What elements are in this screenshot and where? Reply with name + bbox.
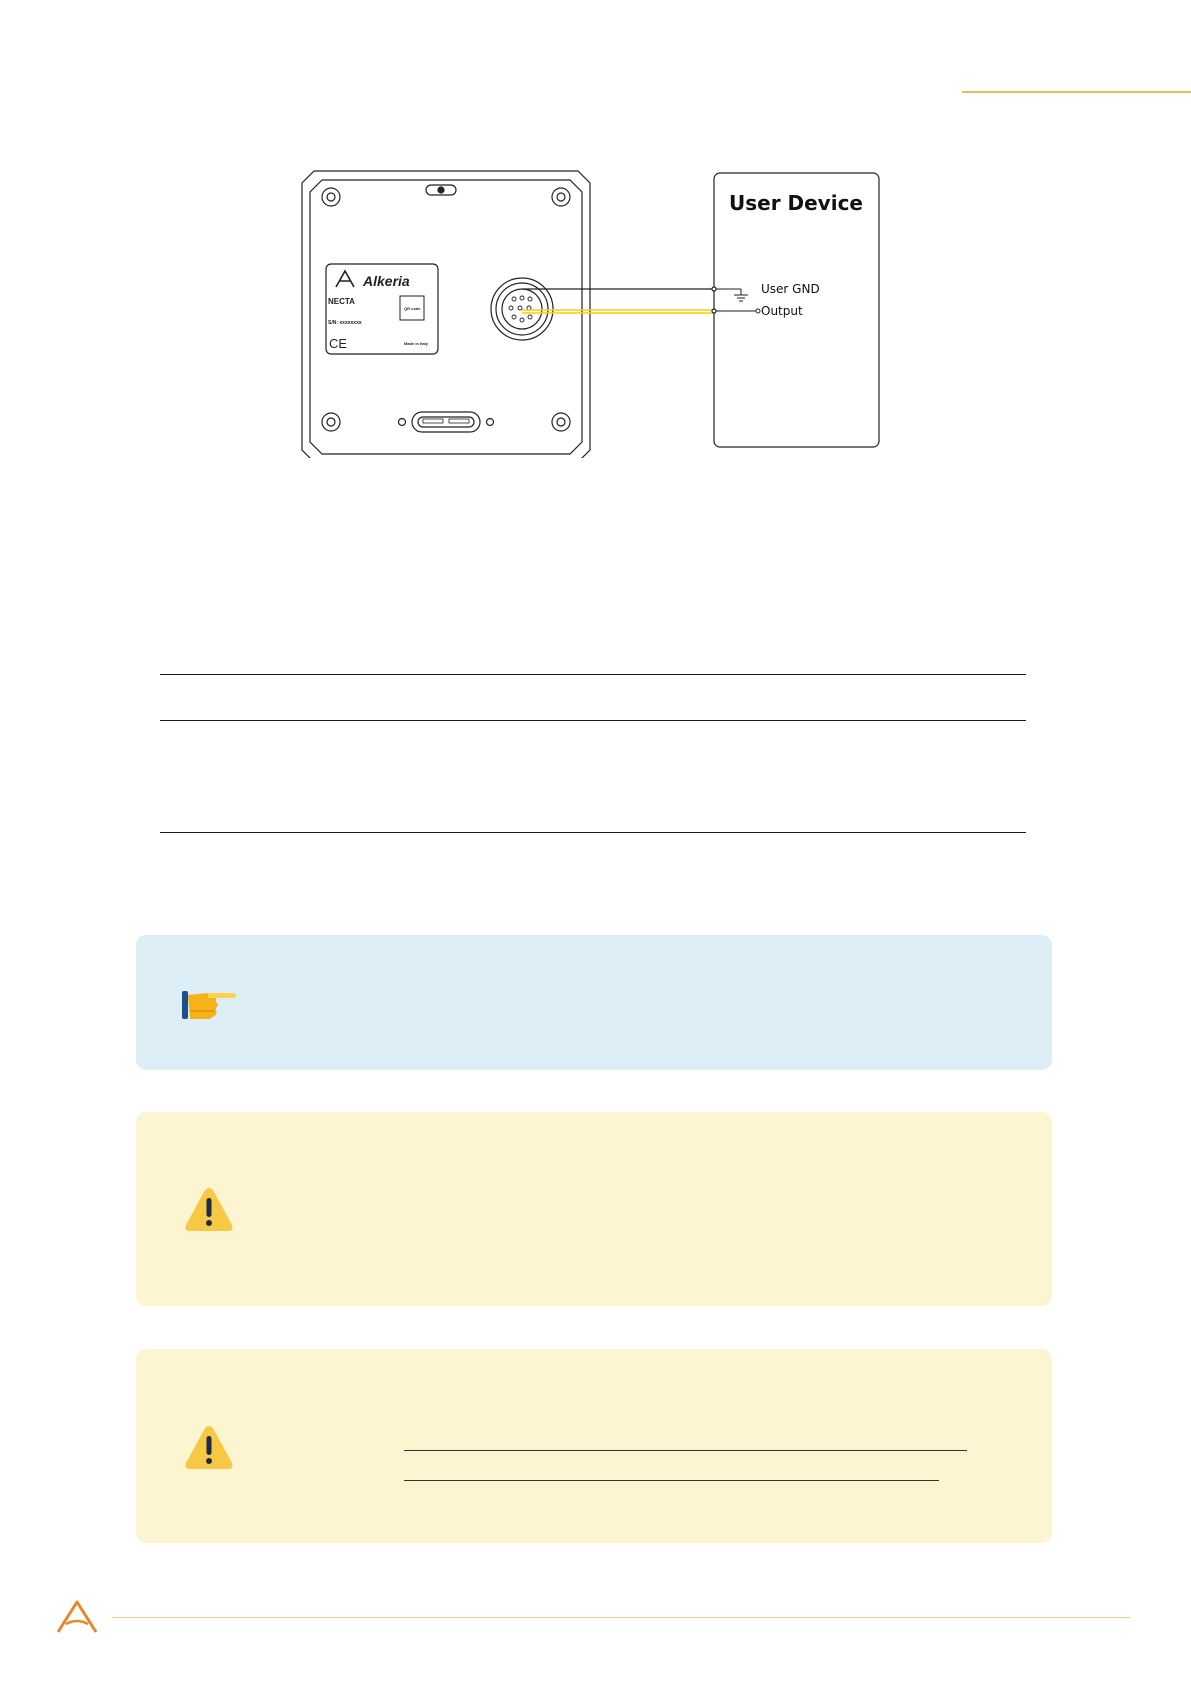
label-origin: Made in Italy xyxy=(404,341,429,346)
pin-user-gnd-label: User GND xyxy=(761,282,820,296)
io-connector xyxy=(491,278,553,340)
warning-triangle-icon xyxy=(183,1185,235,1233)
usb-port xyxy=(399,412,494,432)
warning-callout xyxy=(136,1349,1052,1543)
pin-output-label: Output xyxy=(761,304,803,318)
label-brand: Alkeria xyxy=(363,273,410,289)
label-ce: CE xyxy=(329,336,348,351)
note-callout xyxy=(136,935,1052,1070)
alkeria-logo-icon xyxy=(56,1598,98,1636)
footer-accent-rule xyxy=(112,1617,1130,1618)
table-bottom-rule xyxy=(160,832,1026,833)
user-device-title: User Device xyxy=(728,191,864,215)
camera-wiring-diagram xyxy=(300,168,900,458)
table-top-rule xyxy=(160,674,1026,675)
header-accent-rule xyxy=(962,91,1191,93)
label-serial: S/N: xxxxxxxx xyxy=(328,320,362,326)
pointing-hand-icon xyxy=(180,985,240,1021)
wiring xyxy=(522,289,713,313)
label-model: NECTA xyxy=(328,297,355,306)
warning-callout xyxy=(136,1112,1052,1306)
hyperlink-underline[interactable] xyxy=(404,1480,939,1481)
label-qr: QR code xyxy=(404,306,421,311)
user-device xyxy=(712,173,879,447)
hyperlink-underline[interactable] xyxy=(404,1450,967,1451)
camera-label-plate xyxy=(326,264,438,354)
table-header-rule xyxy=(160,720,1026,721)
warning-triangle-icon xyxy=(183,1423,235,1471)
alkeria-logo-icon xyxy=(336,271,354,287)
status-led xyxy=(426,185,456,195)
